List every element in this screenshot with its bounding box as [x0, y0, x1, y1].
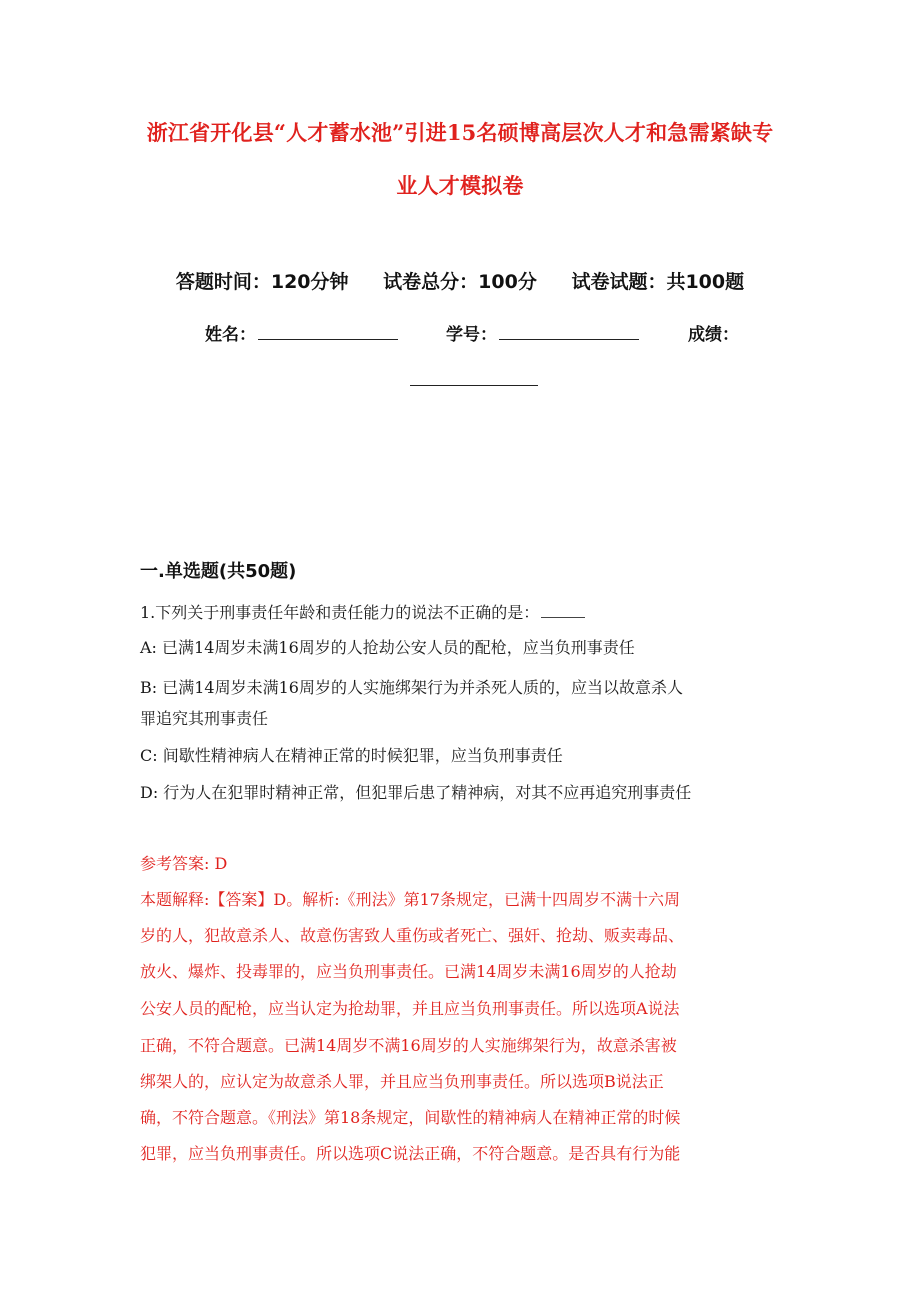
student-id-field — [446, 320, 639, 345]
exam-time: 答题时间：120分钟 — [175, 271, 349, 293]
student-id-blank — [499, 321, 639, 340]
explanation-line: 放火、爆炸、投毒罪的，应当负刑事责任。已满14周岁未满16周岁的人抢劫 — [140, 962, 677, 981]
explanation-line: 犯罪，应当负刑事责任。所以选项C说法正确，不符合题意。是否具有行为能 — [140, 1144, 681, 1163]
exam-question-count: 试卷试题：共100题 — [571, 271, 745, 293]
name-label: 姓名： — [205, 325, 256, 345]
section-heading: 一.单选题(共50题) — [140, 561, 297, 582]
score-field — [688, 320, 739, 345]
question-stem-text: 1.下列关于刑事责任年龄和责任能力的说法不正确的是： — [140, 603, 540, 622]
student-id-label: 学号： — [446, 325, 497, 345]
option-b-line-1: B: 已满14周岁未满16周岁的人实施绑架行为并杀死人质的，应当以故意杀人 — [140, 678, 683, 697]
score-blank — [410, 385, 538, 386]
explanation-line: 确，不符合题意。《刑法》第18条规定，间歇性的精神病人在精神正常的时候 — [140, 1108, 681, 1127]
option-b-line-2: 罪追究其刑事责任 — [140, 709, 269, 728]
name-field — [205, 320, 398, 345]
answer-blank — [541, 603, 585, 618]
document-title-line-1: 浙江省开化县“人才蓄水池”引进15名硕博高层次人才和急需紧缺专 — [146, 120, 774, 145]
reference-answer: 参考答案: D — [140, 854, 228, 873]
option-d: D: 行为人在犯罪时精神正常，但犯罪后患了精神病，对其不应再追究刑事责任 — [140, 783, 692, 802]
explanation-line: 岁的人，犯故意杀人、故意伤害致人重伤或者死亡、强奸、抢劫、贩卖毒品、 — [140, 926, 685, 945]
document-title-line-2: 业人才模拟卷 — [396, 173, 524, 198]
exam-total-score: 试卷总分：100分 — [383, 271, 537, 293]
exam-meta — [0, 267, 920, 294]
explanation-line: 公安人员的配枪，应当认定为抢劫罪，并且应当负刑事责任。所以选项A说法 — [140, 999, 680, 1018]
explanation-line: 绑架人的，应认定为故意杀人罪，并且应当负刑事责任。所以选项B说法正 — [140, 1072, 664, 1091]
option-c: C: 间歇性精神病人在精神正常的时候犯罪，应当负刑事责任 — [140, 746, 563, 765]
option-a: A: 已满14周岁未满16周岁的人抢劫公安人员的配枪，应当负刑事责任 — [140, 638, 635, 657]
score-label: 成绩： — [688, 325, 739, 345]
explanation-line: 本题解释:【答案】D。解析:《刑法》第17条规定，已满十四周岁不满十六周 — [140, 890, 680, 909]
explanation-line: 正确，不符合题意。已满14周岁不满16周岁的人实施绑架行为，故意杀害被 — [140, 1036, 677, 1055]
name-blank — [258, 321, 398, 340]
question-stem — [140, 602, 780, 624]
